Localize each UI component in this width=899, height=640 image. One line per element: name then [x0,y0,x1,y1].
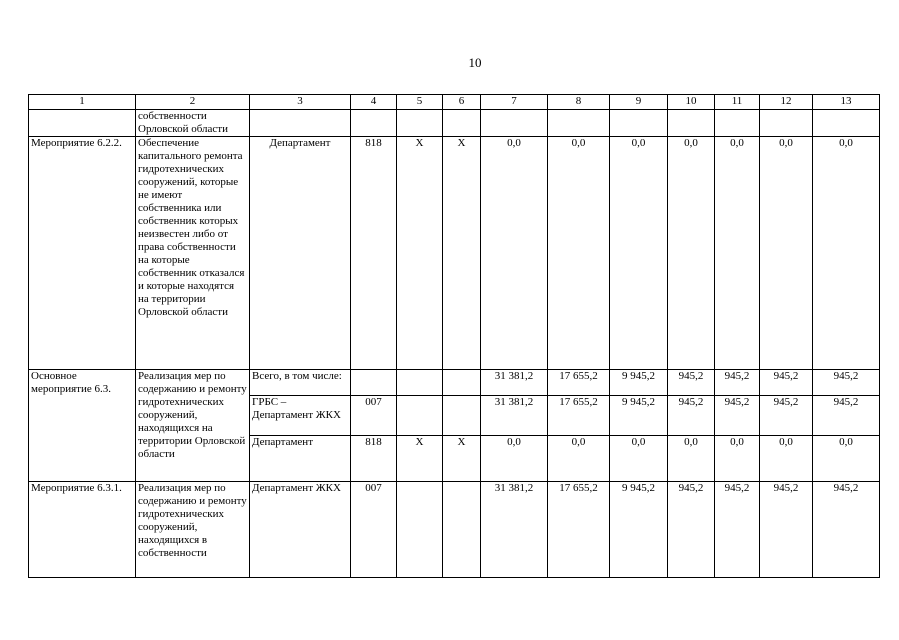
col-5-value [397,396,443,436]
measure-code: Основное мероприятие 6.3. [29,370,136,482]
header-cell: 2 [136,95,250,110]
amount-cell: 0,0 [668,436,715,482]
col-6-value [443,482,481,578]
header-cell: 1 [29,95,136,110]
cell-empty [715,110,760,137]
col-5-value [397,482,443,578]
measure-description: собственности Орловской области [136,110,250,137]
table-row [29,110,880,137]
measure-code: Мероприятие 6.2.2. [29,137,136,370]
cell-empty [610,110,668,137]
amount-cell: 0,0 [760,436,813,482]
amount-cell: 0,0 [548,137,610,370]
responsible-executor: Департамент [250,137,351,370]
measure-code: Мероприятие 6.3.1. [29,482,136,578]
col-6-value [443,370,481,396]
amount-cell: 0,0 [548,436,610,482]
budget-table [28,94,880,578]
page-number: 10 [468,55,482,70]
table-row [29,370,880,396]
grbs-code: 007 [351,396,397,436]
amount-cell: 0,0 [813,137,880,370]
amount-cell: 0,0 [715,137,760,370]
amount-cell: 945,2 [760,482,813,578]
measure-description: Реализация мер по содержанию и ремонту гидротехнических сооружений, находящихся в собственности [136,482,250,578]
header-cell: 6 [443,95,481,110]
cell-empty [443,110,481,137]
table-header-row [29,95,880,110]
col-6-value: X [443,436,481,482]
amount-cell: 17 655,2 [548,370,610,396]
header-cell: 8 [548,95,610,110]
responsible-executor: ГРБС – Департамент ЖКХ [250,396,351,436]
table-row [29,482,880,578]
amount-cell: 945,2 [715,482,760,578]
cell-empty [813,110,880,137]
responsible-executor: Всего, в том числе: [250,370,351,396]
grbs-code [351,370,397,396]
amount-cell: 945,2 [813,396,880,436]
amount-cell: 945,2 [715,396,760,436]
col-6-value: X [443,137,481,370]
cell-empty [548,110,610,137]
cell-empty [351,110,397,137]
amount-cell: 945,2 [715,370,760,396]
cell-empty [760,110,813,137]
col-5-value: X [397,137,443,370]
responsible-executor: Департамент ЖКХ [250,482,351,578]
amount-cell: 945,2 [813,482,880,578]
amount-cell: 945,2 [760,370,813,396]
cell-empty [250,110,351,137]
header-cell: 3 [250,95,351,110]
header-cell: 5 [397,95,443,110]
amount-cell: 9 945,2 [610,396,668,436]
amount-cell: 0,0 [668,137,715,370]
amount-cell: 31 381,2 [481,482,548,578]
header-cell: 13 [813,95,880,110]
amount-cell: 0,0 [813,436,880,482]
amount-cell: 945,2 [668,482,715,578]
grbs-code: 818 [351,436,397,482]
amount-cell: 9 945,2 [610,482,668,578]
cell-empty [397,110,443,137]
header-cell: 12 [760,95,813,110]
table-row [29,137,880,370]
header-cell: 7 [481,95,548,110]
amount-cell: 17 655,2 [548,482,610,578]
amount-cell: 17 655,2 [548,396,610,436]
header-cell: 11 [715,95,760,110]
header-cell: 10 [668,95,715,110]
amount-cell: 945,2 [668,396,715,436]
amount-cell: 0,0 [760,137,813,370]
col-5-value [397,370,443,396]
amount-cell: 0,0 [481,137,548,370]
cell-empty [668,110,715,137]
amount-cell: 31 381,2 [481,396,548,436]
amount-cell: 31 381,2 [481,370,548,396]
measure-description: Обеспечение капитального ремонта гидротехнических сооружений, которые не имеют собственника или собственник которых неизвестен либо от права собственности на которые собственник отказался и которые находятся на территории Орловской области [136,137,250,370]
responsible-executor: Департамент [250,436,351,482]
grbs-code: 007 [351,482,397,578]
grbs-code: 818 [351,137,397,370]
col-5-value: X [397,436,443,482]
amount-cell: 0,0 [715,436,760,482]
amount-cell: 0,0 [610,137,668,370]
header-cell: 4 [351,95,397,110]
amount-cell: 945,2 [668,370,715,396]
amount-cell: 0,0 [610,436,668,482]
cell-empty [481,110,548,137]
cell-empty [29,110,136,137]
col-6-value [443,396,481,436]
amount-cell: 9 945,2 [610,370,668,396]
amount-cell: 945,2 [813,370,880,396]
amount-cell: 0,0 [481,436,548,482]
measure-description: Реализация мер по содержанию и ремонту гидротехнических сооружений, находящихся на территории Орловской области [136,370,250,482]
amount-cell: 945,2 [760,396,813,436]
header-cell: 9 [610,95,668,110]
